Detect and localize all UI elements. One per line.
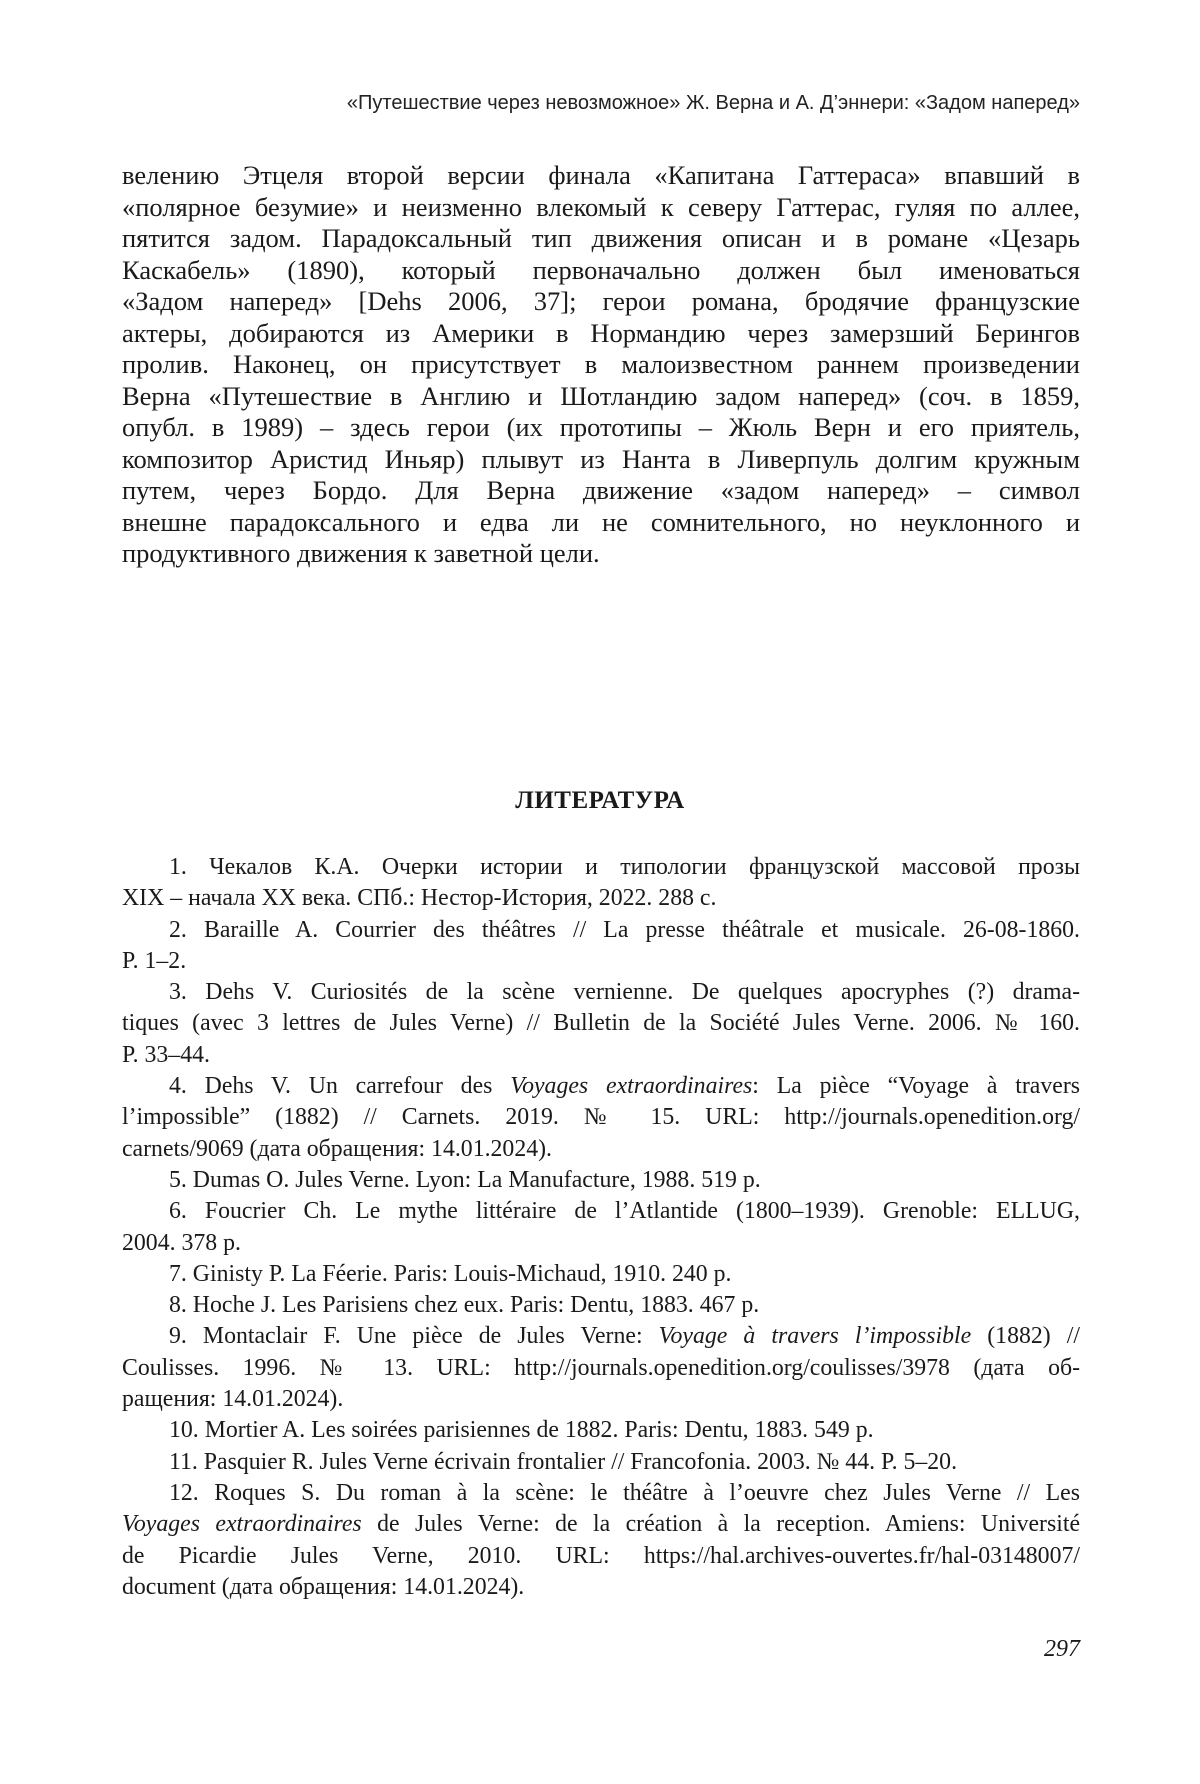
reference-9 xyxy=(122,1321,1080,1352)
reference-9-text: (1882) // xyxy=(971,1323,1080,1350)
reference-3-cont: P. 33–44. xyxy=(122,1041,210,1068)
body-line: актеры, добираются из Америки в Нормандию через замерзший Берингов xyxy=(122,317,1080,348)
body-line: Верна «Путешествие в Англию и Шотландию задом наперед» (соч. в 1859, xyxy=(122,380,1080,411)
reference-7: 7. Ginisty P. La Féerie. Paris: Louis-Michaud, 1910. 240 p. xyxy=(169,1260,732,1287)
section-title: ЛИТЕРАТУРА xyxy=(515,787,685,814)
reference-9-italic: Voyage à travers l’impossible xyxy=(658,1323,972,1350)
body-line: пролив. Наконец, он присутствует в малоизвестном раннем произведении xyxy=(122,349,1080,379)
body-line: опубл. в 1989) – здесь герои (их прототипы – Жюль Верн и его приятель, xyxy=(122,412,1080,442)
reference-9-cont: ращения: 14.01.2024). xyxy=(122,1386,344,1413)
body-line: продуктивного движения к заветной цели. xyxy=(122,538,600,568)
reference-12-cont xyxy=(122,1509,1080,1540)
reference-9-cont: Coulisses. 1996. № 13. URL: http://journals.openedition.org/coulisses/3978 (дата об- xyxy=(122,1354,1080,1381)
reference-12: 12. Roques S. Du roman à la scène: le théâtre à l’oeuvre chez Jules Verne // Les xyxy=(169,1479,1080,1506)
reference-3: 3. Dehs V. Curiosités de la scène vernienne. De quelques apocryphes (?) drama- xyxy=(169,979,1080,1006)
reference-3-cont: tiques (avec 3 lettres de Jules Verne) // Bulletin de la Société Jules Verne. 2006. № 160. xyxy=(122,1010,1080,1037)
reference-6: 6. Foucrier Ch. Le mythe littéraire de l’Atlantide (1800–1939). Grenoble: ELLUG, xyxy=(169,1198,1080,1225)
running-header: «Путешествие через невозможное» Ж. Верна и А. Д’эннери: «Задом наперед» xyxy=(346,92,1080,114)
reference-1: 1. Чекалов К.А. Очерки истории и типологии французской массовой прозы xyxy=(169,854,1080,880)
references-list xyxy=(122,852,1080,1603)
reference-4-text: 4. Dehs V. Un carrefour des xyxy=(169,1073,511,1100)
reference-5: 5. Dumas O. Jules Verne. Lyon: La Manufacture, 1988. 519 p. xyxy=(169,1166,761,1193)
reference-12-cont: document (дата обращения: 14.01.2024). xyxy=(122,1573,525,1600)
reference-4-cont: carnets/9069 (дата обращения: 14.01.2024). xyxy=(122,1135,553,1162)
body-line: велению Этцеля второй версии финала «Капитана Гаттераса» впавший в xyxy=(122,160,1080,190)
body-line: пятится задом. Парадоксальный тип движения описан и в романе «Цезарь xyxy=(122,223,1080,253)
reference-10: 10. Mortier A. Les soirées parisiennes de 1882. Paris: Dentu, 1883. 549 p. xyxy=(169,1417,874,1444)
body-line: «Задом наперед» [Dehs 2006, 37]; герои романа, бродячие французские xyxy=(122,286,1080,316)
body-line: Каскабель» (1890), который первоначально должен был именоваться xyxy=(122,254,1080,285)
reference-12-cont: de Picardie Jules Verne, 2010. URL: https://hal.archives-ouvertes.fr/hal-03148007/ xyxy=(122,1542,1080,1569)
body-line: путем, через Бордо. Для Верна движение «задом наперед» – символ xyxy=(122,475,1080,505)
reference-9-text: 9. Montaclair F. Une pièce de Jules Verne: xyxy=(169,1323,659,1350)
reference-11: 11. Pasquier R. Jules Verne écrivain frontalier // Francofonia. 2003. № 44. P. 5–20. xyxy=(169,1448,958,1475)
reference-4-italic: Voyages extraordinaires xyxy=(510,1073,753,1100)
reference-6-cont: 2004. 378 p. xyxy=(122,1229,241,1256)
page-number: 297 xyxy=(1044,1636,1080,1662)
reference-1-cont: XIX – начала XX века. СПб.: Нестор-История, 2022. 288 с. xyxy=(122,885,717,912)
reference-8: 8. Hoche J. Les Parisiens chez eux. Paris: Dentu, 1883. 467 p. xyxy=(169,1292,760,1319)
body-line: «полярное безумие» и неизменно влекомый к северу Гаттерас, гуляя по аллее, xyxy=(122,191,1080,222)
reference-12-italic: Voyages extraordinaires xyxy=(122,1511,362,1538)
reference-4-cont: l’impossible” (1882) // Carnets. 2019. № 15. URL: http://journals.openedition.org/ xyxy=(122,1104,1080,1131)
reference-4-text: : La pièce “Voyage à travers xyxy=(752,1073,1081,1100)
body-paragraph xyxy=(122,160,1080,570)
body-line: композитор Аристид Иньяр) плывут из Нанта в Ливерпуль долгим кружным xyxy=(122,443,1080,474)
reference-4 xyxy=(122,1071,1080,1102)
reference-2-cont: P. 1–2. xyxy=(122,947,187,974)
reference-12-text: de Jules Verne: de la création à la reception. Amiens: Université xyxy=(361,1511,1081,1538)
body-line: внешне парадоксального и едва ли не сомнительного, но неуклонного и xyxy=(122,506,1080,537)
reference-2: 2. Baraille A. Courrier des théâtres // La presse théâtrale et musicale. 26-08-1860. xyxy=(169,916,1080,943)
